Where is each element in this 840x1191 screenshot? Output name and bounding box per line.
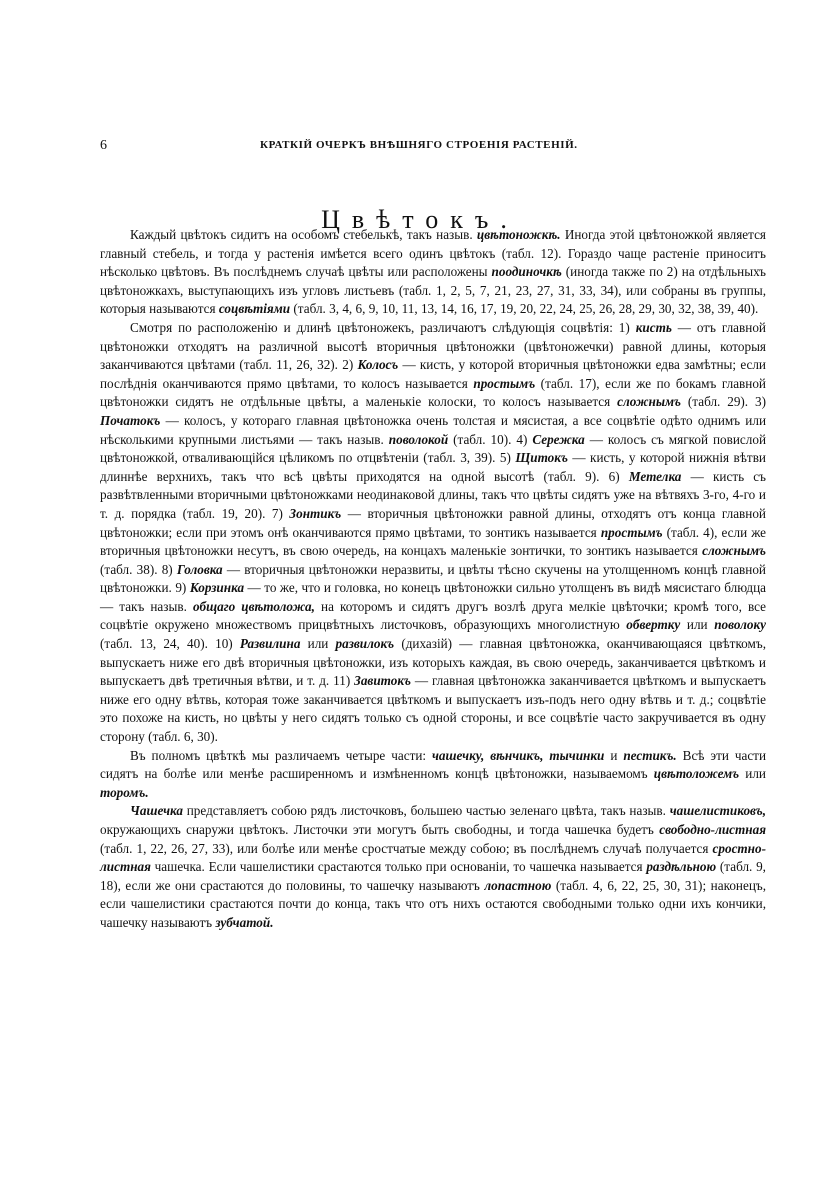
text-run: — колосъ, у котораго главная цвѣтоножка очень толстая и мясистая, а все соцвѣтіе одѣто однимъ или нѣсколькими крупными листьями — такъ назыв. xyxy=(100,412,766,447)
running-head xyxy=(100,138,744,158)
text-run: — отъ главной цвѣтоножки отходятъ на различной высотѣ вторичныя цвѣтоножки (цвѣтоножечки) равной длины, которыя заканчиваются цвѣтами (табл. 11, 26, 32). 2) xyxy=(100,319,766,373)
text-run: или xyxy=(300,636,336,652)
text-run: Каждый цвѣтокъ сидитъ на особомъ стебелькѣ, такъ назыв. xyxy=(130,227,477,242)
text-run: (табл. 10). 4) xyxy=(448,431,533,447)
text-run: (табл. 3, 4, 6, 9, 10, 11, 13, 14, 16, 17, 19, 20, 22, 24, 25, 26, 28, 29, 30, 32, 38, 39, 40). xyxy=(290,301,759,317)
text-run: — колосъ съ мягкой повислой цвѣтоножкой, отваливающійся цѣликомъ по отцвѣтеніи (табл. 3, 39). 5) xyxy=(100,431,767,466)
term: Головка xyxy=(176,561,223,577)
body-text xyxy=(100,226,766,933)
text-run: окружающихъ снаружи цвѣтокъ. Листочки эти могутъ быть свободны, и тогда чашечка будетъ xyxy=(100,822,660,837)
text-run: — главная цвѣтоножка заканчивается цвѣткомъ и выпускаетъ ниже его одну вѣтвь, которая тоже заканчивается цвѣткомъ и выпускаетъ изъ-подъ него одну вѣтвь и т. д.; соцвѣтіе это похоже на кисть, но цвѣты у него сидятъ только съ одной стороны, и все соцвѣтіе часто закручивается въ одну сторону (табл. 6, 30). xyxy=(100,673,766,745)
paragraph xyxy=(100,226,766,319)
text-run: Иногда этой цвѣтоножкой является главный стебель, и тогда у растенія имѣется всего одинъ цвѣтокъ (табл. 12). Гораздо чаще растеніе приноситъ нѣсколько цвѣтовъ. Въ послѣднемъ случаѣ цвѣты или расположены xyxy=(100,227,766,280)
term: торомъ. xyxy=(100,784,149,800)
text-run: и xyxy=(604,747,624,763)
term: соцвѣтіями xyxy=(218,301,291,317)
term: сложнымъ xyxy=(617,394,681,410)
term: Развилина xyxy=(239,636,301,652)
term: пестикъ. xyxy=(623,747,677,763)
text-run: Всѣ эти части сидятъ на болѣе или менѣе расширенномъ и измѣненномъ концѣ цвѣтоножки, называемомъ xyxy=(100,747,766,782)
text-run: (иногда также по 2) на отдѣльныхъ цвѣтоножкахъ, выступающихъ изъ угловъ листьевъ (табл. 1, 2, 5, 7, 21, 23, 27, 31, 33, 34), или собраны въ группы, которыя называются xyxy=(100,264,766,317)
term: цвѣтоножкѣ. xyxy=(476,227,561,242)
text-run: — вторичныя цвѣтоножки неразвиты, и цвѣты тѣсно скучены на утолщенномъ концѣ главной цвѣтоножки. 9) xyxy=(100,561,766,596)
section-title: Цвѣтокъ. xyxy=(321,205,519,235)
text-run: — то же, что и головка, но конецъ цвѣтоножки сильно утолщенъ въ видѣ мясистаго блюдца — такъ назыв. xyxy=(100,580,766,614)
text-run: — кисть, у которой вторичныя цвѣтоножки едва замѣтны; если послѣднія оканчиваются прямо цвѣтами, то колосъ называется xyxy=(100,357,766,391)
text-run: — кисть, у которой нижнія вѣтви длиннѣе верхнихъ, такъ что всѣ цвѣты приходятся на одной высотѣ (табл. 9). 6) xyxy=(100,450,766,484)
term: поволокой xyxy=(388,431,449,447)
term: Колосъ xyxy=(357,357,399,373)
term: сложнымъ xyxy=(702,543,766,559)
text-run: чашечка. Если чашелистики срастаются только при основаніи, то чашечка называется xyxy=(150,859,647,875)
term: простымъ xyxy=(600,524,663,540)
term: Зонтикъ xyxy=(289,505,342,521)
term: Корзинка xyxy=(189,580,245,596)
term: зубчатой. xyxy=(215,914,274,930)
term: чашечку, вѣнчикъ, тычинки xyxy=(432,747,605,763)
text-run: Смотря по расположенію и длинѣ цвѣтоножекъ, различаютъ слѣдующія соцвѣтія: 1) xyxy=(130,319,636,335)
term: кисть xyxy=(635,319,672,335)
term: Метелка xyxy=(628,468,682,484)
term: развилокъ xyxy=(335,636,395,652)
text-run: на которомъ и сидятъ другъ возлѣ друга мелкіе цвѣточки; кромѣ того, все соцвѣтіе окружено множествомъ прицвѣтныхъ листочковъ, образующихъ многолистную xyxy=(100,598,766,633)
text-run: представляетъ собою рядъ листочковъ, большею частью зеленаго цвѣта, такъ назыв. xyxy=(183,803,670,819)
text-run: или xyxy=(739,766,766,782)
running-title: КРАТКІЙ ОЧЕРКЪ ВНѢШНЯГО СТРОЕНІЯ РАСТЕНІЙ. xyxy=(260,139,578,151)
term: раздѣльною xyxy=(646,859,717,875)
text-run: (табл. 29). 3) xyxy=(681,394,766,410)
text-run: (табл. 4, 6, 22, 25, 30, 31); наконецъ, если чашелистики срастаются почти до конца, такъ что отъ нихъ остаются свободными только одни ихъ кончики, чашечку называютъ xyxy=(100,877,766,930)
term: Щитокъ xyxy=(515,450,568,466)
text-run: — кисть съ развѣтвленными вторичными цвѣтоножками неодинаковой длины, такъ что цвѣты сидятъ уже на вѣтвяхъ 3-го, 4-го и т. д. порядка (табл. 19, 20). 7) xyxy=(100,468,766,521)
term: поодиночкѣ xyxy=(491,264,562,280)
term: простымъ xyxy=(473,375,536,391)
term: сростно-листная xyxy=(100,840,766,875)
page-number: 6 xyxy=(100,138,107,153)
text-run: или xyxy=(680,617,715,633)
text-run: (табл. 17), если же по бокамъ главной цвѣтоножки сидятъ не отдѣльные цвѣты, а маленькіе колоски, то колосъ называется xyxy=(100,375,766,410)
term: обвертку xyxy=(626,617,681,633)
term: Завитокъ xyxy=(354,673,411,689)
text-run: (табл. 4), если же вторичныя цвѣтоножки несутъ, въ свою очередь, на концахъ маленькіе зонтички, то зонтикъ называется xyxy=(100,524,766,559)
text-run: (табл. 1, 22, 26, 27, 33), или болѣе или менѣе сростчатые между собою; въ послѣднемъ случаѣ получается xyxy=(100,840,713,856)
paragraph xyxy=(100,319,766,747)
term: чашелистиковъ, xyxy=(669,803,766,819)
term: поволоку xyxy=(714,617,766,633)
text-run: (дихазій) — главная цвѣтоножка, оканчивающаяся цвѣткомъ, выпускаетъ ниже его двѣ вторичныя цвѣтоножки, изъ которыхъ каждая, въ свою очередь, заканчивается цвѣткомъ и выпускаетъ двѣ третичныя вѣтви, и т. д. 11) xyxy=(100,636,766,689)
term: общаго цвѣтоложа, xyxy=(192,598,315,614)
text-run: — вторичныя цвѣтоножки равной длины, отходятъ отъ конца главной цвѣтоножки; если при этомъ онѣ оканчиваются прямо цвѣтами, то зонтикъ называется xyxy=(100,505,766,540)
paragraph xyxy=(100,747,766,803)
term: Чашечка xyxy=(130,803,183,819)
term: Сережка xyxy=(532,431,585,447)
text-run: (табл. 13, 24, 40). 10) xyxy=(100,636,240,652)
text-run: (табл. 38). 8) xyxy=(100,561,177,577)
paragraph xyxy=(100,802,766,932)
text-run: Въ полномъ цвѣткѣ мы различаемъ четыре части: xyxy=(130,747,432,763)
text-run: (табл. 9, 18), если же они срастаются до половины, то чашечку называютъ xyxy=(100,859,766,893)
term: Початокъ xyxy=(100,412,161,428)
term: свободно-листная xyxy=(659,822,766,837)
term: цвѣтоложемъ xyxy=(653,766,740,782)
term: лопастною xyxy=(484,877,552,893)
